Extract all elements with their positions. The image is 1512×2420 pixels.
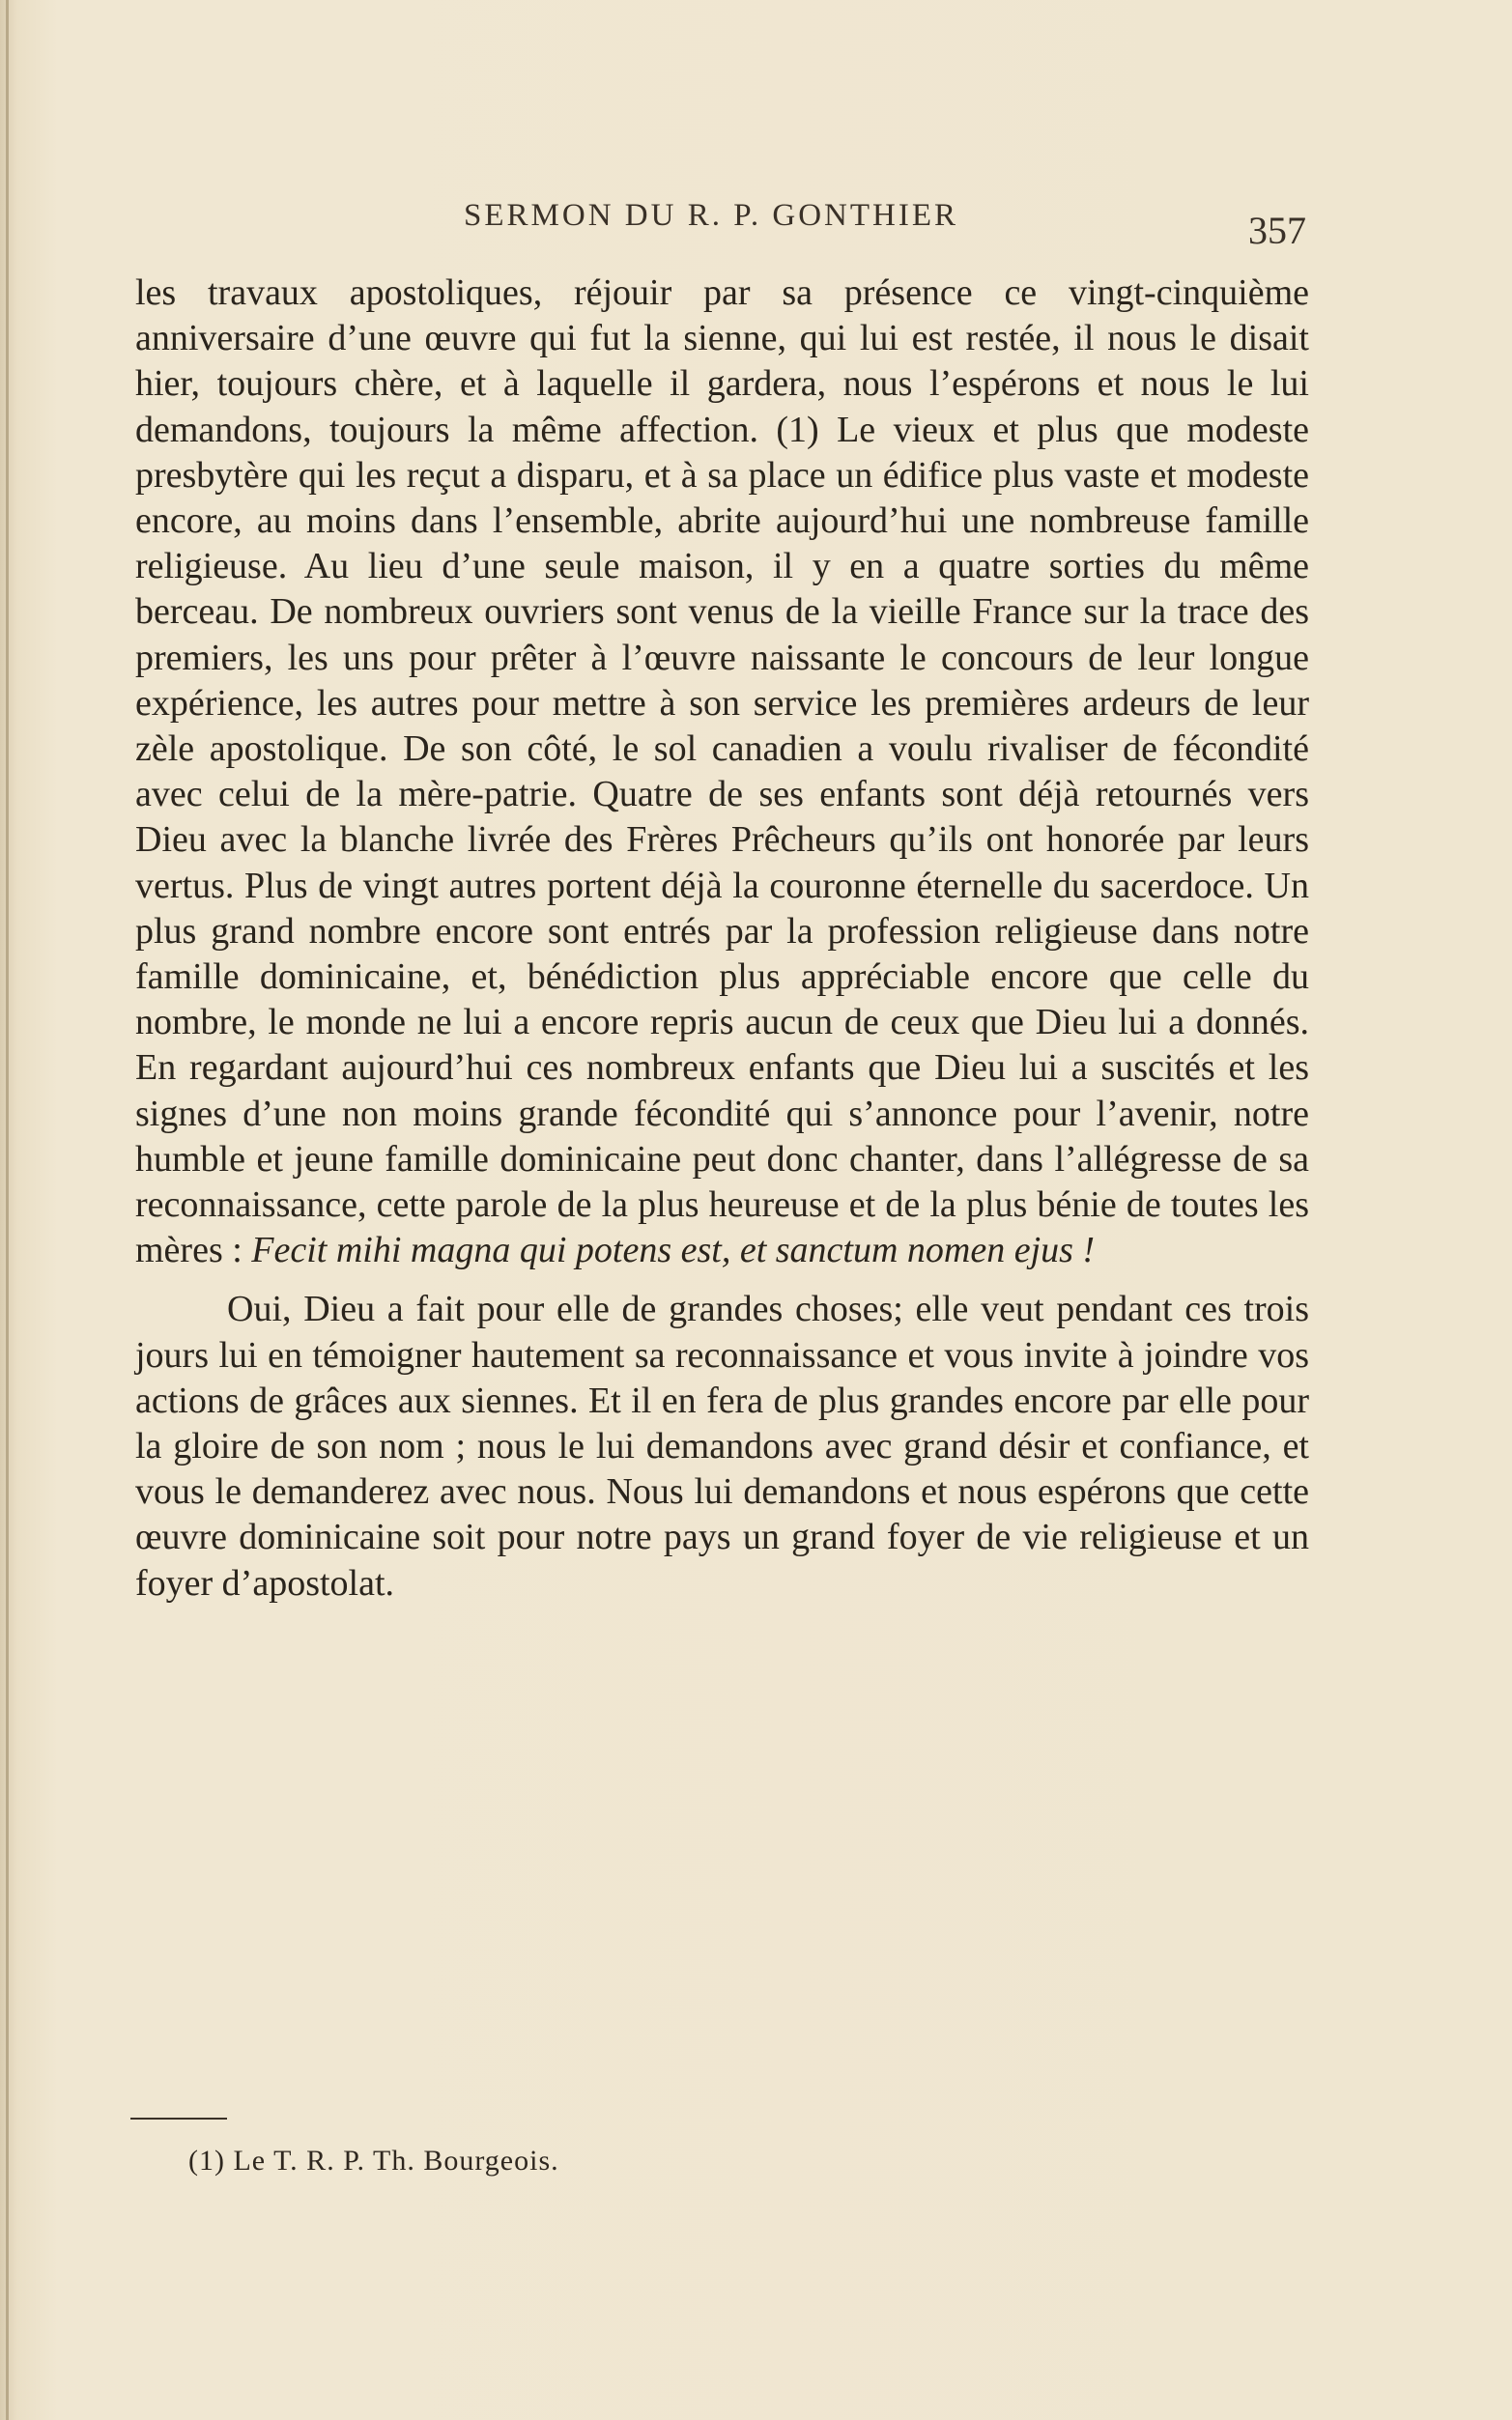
running-head: SERMON DU R. P. GONTHIER (464, 198, 959, 233)
footnote-rule (130, 2118, 227, 2120)
paragraph-1-text: les travaux apostoliques, réjouir par sa présence ce vingt-cinquième anniversaire d’une œuvre qui fut la sienne, qui lui est restée, il nous le disait hier, toujours chère, et à laquelle il gardera, nous l’espérons et nous le lui demandons, toujours la même affection. (1) Le vieux et plus que modeste presbytère qui les reçut a disparu, et à sa place un édifice plus vaste et modeste encore, au moins dans l’ensemble, abrite aujourd’hui une nombreuse famille religieuse. Au lieu d’une seule maison, il y en a quatre sorties du même berceau. De nombreux ouvriers sont venus de la vieille France sur la trace des premiers, les uns pour prêter à l’œuvre naissante le concours de leur longue expérience, les autres pour mettre à son service les premières ardeurs de leur zèle apostolique. De son côté, le sol canadien a voulu rivaliser de fécondité avec celui de la mère-patrie. Quatre de ses enfants sont déjà retournés vers Dieu avec la blanche livrée des Frères Prêcheurs qu’ils ont honorée par leurs vertus. Plus de vingt autres portent déjà la couronne éternelle du sacerdoce. Un plus grand nombre encore sont entrés par la profession religieuse dans notre famille dominicaine, et, bénédiction plus appréciable encore que celle du nombre, le monde ne lui a encore repris aucun de ceux que Dieu lui a donnés. En regardant aujourd’hui ces nombreux enfants que Dieu lui a suscités et les signes d’une non moins grande fécondité qui s’annonce pour l’avenir, notre humble et jeune famille dominicaine peut donc chanter, dans l’allégresse de sa reconnaissance, cette parole de la plus heureuse et de la plus bénie de toutes les mères : (135, 272, 1309, 1271)
page-header (135, 198, 1314, 256)
paragraph-2: Oui, Dieu a fait pour elle de grandes choses; elle veut pendant ces trois jours lui en témoigner hautement sa reconnaissance et vous invite à joindre vos actions de grâces aux siennes. Et il en fera de plus grandes encore par elle pour la gloire de son nom ; nous le lui demandons avec grand désir et confiance, et vous le demanderez avec nous. Nous lui demandons et nous espérons que cette œuvre dominicaine soit pour notre pays un grand foyer de vie religieuse et un foyer d’apostolat. (135, 1289, 1309, 1604)
page-binding-edge (6, 0, 9, 2420)
latin-quotation: Fecit mihi magna qui potens est, et sanctum nomen ejus ! (251, 1230, 1096, 1271)
paragraph-1 (135, 270, 1309, 1273)
footnote: (1) Le T. R. P. Th. Bourgeois. (188, 2145, 559, 2177)
page-number: 357 (1248, 209, 1306, 252)
body-text (135, 270, 1309, 1607)
